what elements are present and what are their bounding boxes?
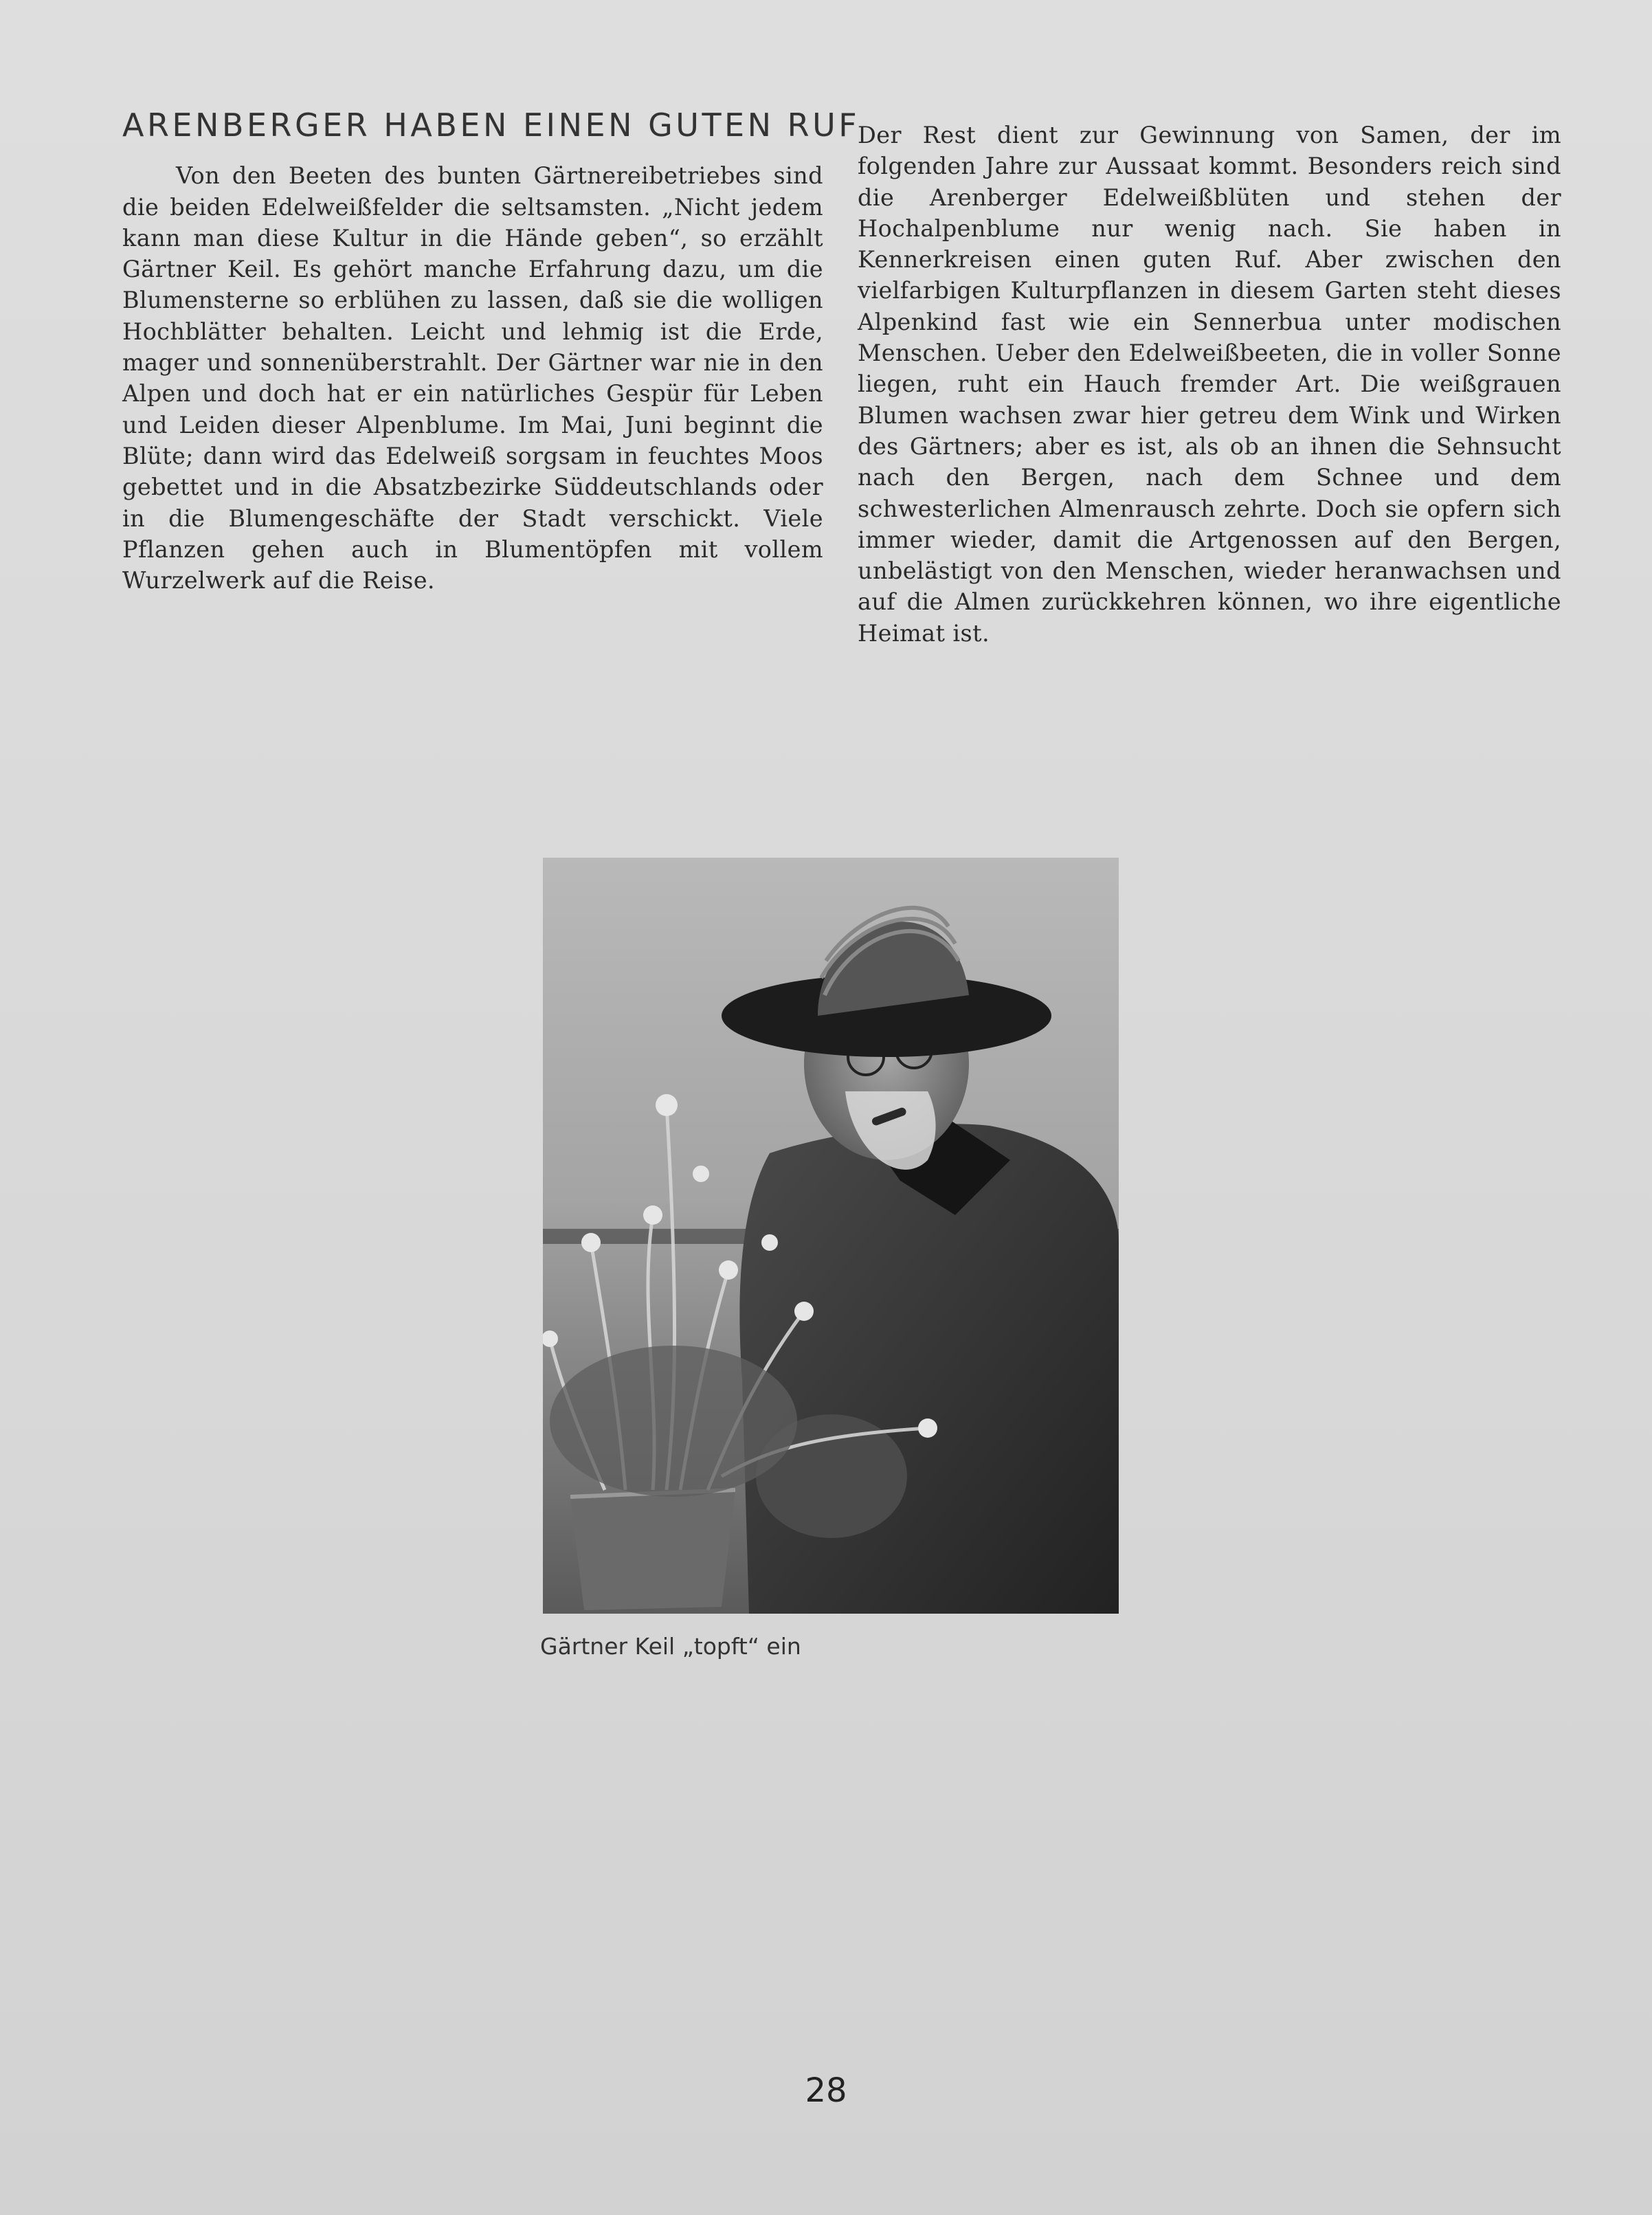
right-column [858,120,1561,649]
left-column-text: Von den Beeten des bunten Gärtnereibetriebes sind die beiden Edelweißfelder die seltsamsten. „Nicht jedem kann man diese Kultur in die Hände geben“, so erzählt Gärtner Keil. Es gehört manche Erfahrung dazu, um die Blumensterne so erblühen zu lassen, daß sie die wolligen Hochblätter behalten. Leicht und lehmig ist die Erde, mager und sonnenüberstrahlt. Der Gärtner war nie in den Alpen und doch hat er ein natürliches Gespür für Leben und Leiden dieser Alpenblume. Im Mai, Juni beginnt die Blüte; dann wird das Edelweiß sorgsam in feuchtes Moos gebettet und in die Absatzbezirke Süddeutschlands oder in die Blumengeschäfte der Stadt verschickt. Viele Pflanzen gehen auch in Blumentöpfen mit vollem Wurzelwerk auf die Reise. [122,162,823,594]
article-heading: ARENBERGER HABEN EINEN GUTEN RUF [122,107,860,144]
photo-caption: Gärtner Keil „topft“ ein [540,1633,801,1660]
photo-illustration [543,858,1119,1614]
right-column-text: Der Rest dient zur Gewinnung von Samen, der im folgenden Jahre zur Aussaat kommt. Besonders reich sind die Arenberger Edelweißblüten und stehen der Hochalpenblume nur wenig nach. Sie haben in Kennerkreisen einen guten Ruf. Aber zwischen den vielfarbigen Kulturpflanzen in diesem Garten steht dieses Alpenkind fast wie ein Sennerbua unter modischen Menschen. Ueber den Edelweißbeeten, die in voller Sonne liegen, ruht ein Hauch fremder Art. Die weißgrauen Blumen wachsen zwar hier getreu dem Wink und Wirken des Gärtners; aber es ist, als ob an ihnen die Sehnsucht nach den Bergen, nach dem Schnee und dem schwesterlichen Almenrausch zehrte. Doch sie opfern sich immer wieder, damit die Artgenossen auf den Bergen, unbelästigt von den Menschen, wieder heranwachsen und auf die Almen zurückkehren können, wo ihre eigentliche Heimat ist. [858,122,1561,647]
gardener-photo [543,858,1119,1614]
left-column [122,107,860,596]
page-number: 28 [805,2071,847,2110]
